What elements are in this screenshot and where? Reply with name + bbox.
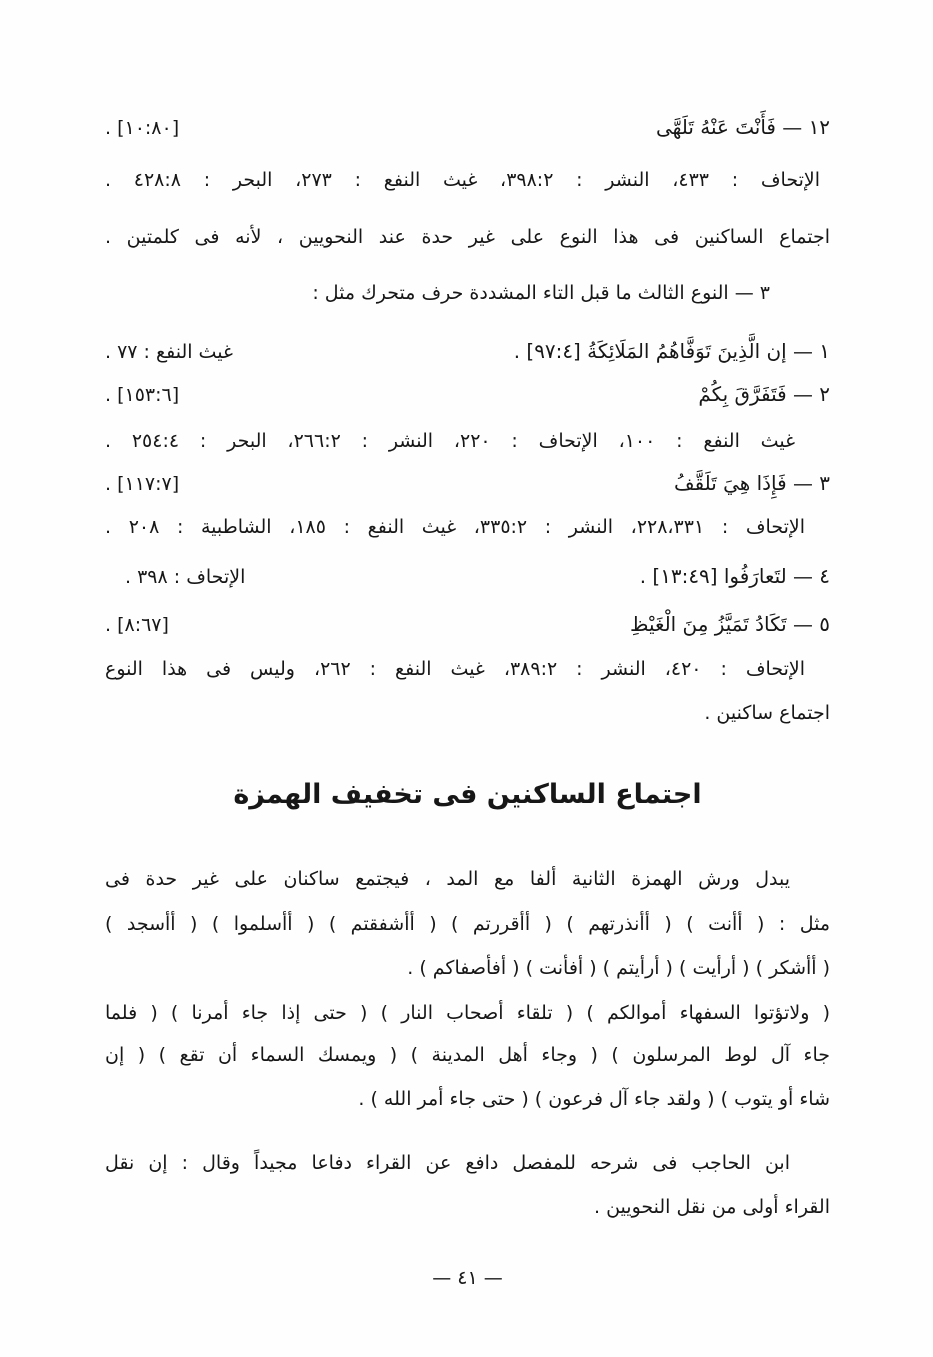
type-3-example-3-verse: ٣ — فَإِذَا هِيَ تَلَقَّفُ	[673, 471, 830, 495]
paragraph-1-line-3: ( أأشكر ) ( أرأيت ) ( أرأيتم ) ( أفأنت ) ( أفأصفاكم ) .	[407, 957, 830, 979]
paragraph-1-line-2: مثل : ( أأنت ) ( أأنذرتهم ) ( أأقررتم ) ( أأشفقتم ) ( أأسلموا ) ( أأسجد )	[105, 913, 830, 935]
type-3-example-2-sources: غيث النفع : ١٠٠، الإتحاف : ٢٢٠، النشر : ٢٦٦:٢، البحر : ٢٥٤:٤ .	[105, 430, 796, 452]
type-3-example-4-line	[105, 557, 830, 595]
paragraph-1-line-1: يبدل ورش الهمزة الثانية ألفا مع المد ، فيجتمع ساكنان على غير حدة فى	[105, 868, 790, 890]
type-3-intro: ٣ — النوع الثالث ما قبل التاء المشددة حرف متحرك مثل :	[312, 282, 770, 304]
type-3-example-4-verse: ٤ — لتَعارَفُوا [١٣:٤٩] .	[639, 564, 830, 588]
type-3-example-5-sources-line-1: الإتحاف : ٤٢٠، النشر : ٣٨٩:٢، غيث النفع : ٢٦٢، وليس فى هذا النوع	[105, 658, 806, 680]
type-3-example-2-line	[105, 375, 830, 413]
type-3-example-3-sources: الإتحاف : ٢٢٨،٣٣١، النشر : ٣٣٥:٢، غيث النفع : ١٨٥، الشاطبية : ٢٠٨ .	[105, 516, 806, 538]
type-3-example-5-reference: [٨:٦٧] .	[105, 614, 169, 636]
type-3-example-3-line	[105, 464, 830, 502]
type-3-example-1-aside: غيث النفع : ٧٧ .	[105, 341, 233, 363]
type-2-note: اجتماع الساكنين فى هذا النوع على غير حدة عند النحويين ، لأنه فى كلمتين .	[105, 226, 830, 248]
type-3-example-5-line	[105, 605, 830, 643]
type-3-example-4-aside: الإتحاف : ٣٩٨ .	[125, 566, 246, 588]
paragraph-2-line-1: ابن الحاجب فى شرحه للمفصل دافع عن القراء دفاعا مجيداً وقال : إن نقل	[105, 1152, 790, 1174]
paragraph-1-line-6: شاء أو يتوب ) ( ولقد جاء آل فرعون ) ( حتى جاء أمر الله ) .	[358, 1088, 830, 1110]
type-3-example-3-reference: [١١٧:٧] .	[105, 473, 180, 495]
type-3-example-2-verse: ٢ — فَتَفَرَّقَ بِكُمْ	[698, 382, 830, 406]
type-3-example-1-line	[105, 332, 830, 370]
example-12-reference: [١٠:٨٠] .	[105, 117, 180, 139]
example-12-verse: ١٢ — فَأَنْتَ عَنْهُ تَلَهَّى	[655, 115, 830, 139]
example-12-sources: الإتحاف : ٤٣٣، النشر : ٣٩٨:٢، غيث النفع : ٢٧٣، البحر : ٤٢٨:٨ .	[105, 169, 821, 191]
type-3-example-1-verse: ١ — إن الَّذِينَ تَوَفَّاهُمُ المَلَائِكَةُ [٩٧:٤] .	[513, 339, 830, 363]
paragraph-2-line-2: القراء أولى من نقل النحويين .	[594, 1196, 830, 1218]
page-number: — ٤١ —	[432, 1267, 503, 1289]
paragraph-1-line-5: جاء آل لوط المرسلون ) ( وجاء أهل المدينة ) ( ويمسك السماء أن تقع ) ( إن	[105, 1044, 830, 1066]
type-3-example-5-verse: ٥ — تَكَادُ تَمَيَّزُ مِنَ الْغَيْظِ	[630, 612, 830, 636]
section-title: اجتماع الساكنين فى تخفيف الهمزة	[233, 779, 702, 810]
example-12-line	[105, 108, 830, 146]
type-3-example-2-reference: [١٥٣:٦] .	[105, 384, 180, 406]
paragraph-1-line-4: ( ولاتؤتوا السفهاء أموالكم ) ( تلقاء أصحاب النار ) ( حتى إذا جاء أمرنا ) ( فلما	[105, 1002, 830, 1024]
type-3-example-5-sources-line-2: اجتماع ساكنين .	[704, 702, 830, 724]
